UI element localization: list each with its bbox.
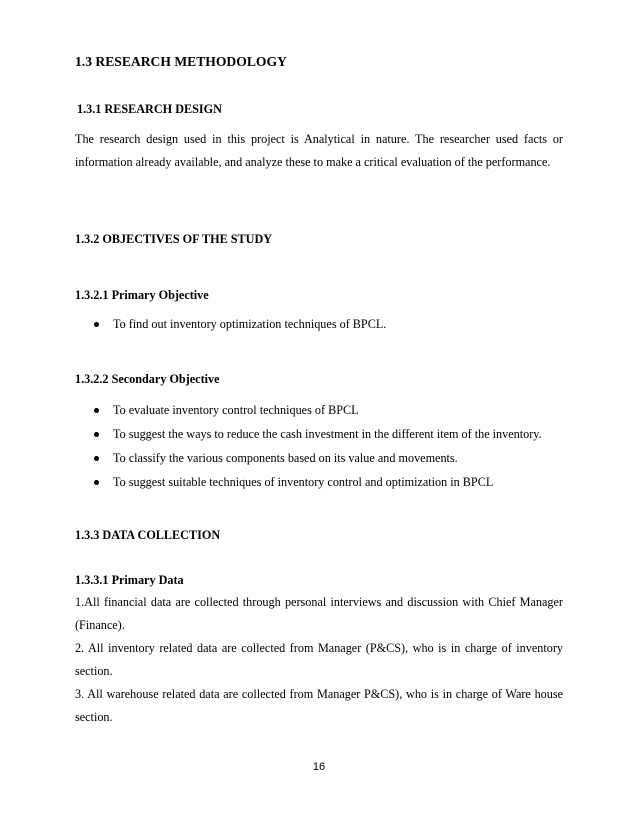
primary-data-paragraph-1: 1.All financial data are collected through personal interviews and discussion with Chief Manager (Finance). (75, 595, 563, 632)
data-collection-heading: 1.3.3 DATA COLLECTION (75, 528, 221, 542)
list-item-text: To suggest the ways to reduce the cash investment in the different item of the inventory. (113, 427, 542, 441)
page-number: 16 (312, 761, 326, 773)
bullet-icon (94, 480, 99, 485)
list-item-text: To suggest suitable techniques of inventory control and optimization in BPCL (113, 475, 494, 489)
secondary-objective-heading: 1.3.2.2 Secondary Objective (75, 372, 220, 386)
primary-data-heading: 1.3.3.1 Primary Data (75, 573, 184, 587)
bullet-icon (94, 408, 99, 413)
list-item (75, 470, 563, 494)
list-item (75, 398, 563, 422)
list-item-text: To evaluate inventory control techniques of BPCL (113, 403, 359, 417)
research-design-heading: 1.3.1 RESEARCH DESIGN (77, 102, 222, 116)
section-title: 1.3 RESEARCH METHODOLOGY (75, 54, 287, 69)
list-item (75, 422, 563, 446)
list-item-text: To classify the various components based on its value and movements. (113, 451, 458, 465)
list-item-text: To find out inventory optimization techniques of BPCL. (113, 317, 387, 331)
list-item (75, 446, 563, 470)
primary-data-paragraphs (75, 591, 563, 729)
primary-data-paragraph-3: 3. All warehouse related data are collected from Manager P&CS), who is in charge of Ware house section. (75, 687, 563, 724)
list-item (75, 312, 563, 336)
bullet-icon (94, 322, 99, 327)
secondary-objective-list (75, 398, 563, 494)
primary-objective-heading: 1.3.2.1 Primary Objective (75, 288, 209, 302)
primary-objective-list (75, 312, 563, 336)
objectives-heading: 1.3.2 OBJECTIVES OF THE STUDY (75, 232, 273, 246)
research-design-paragraph: The research design used in this project is Analytical in nature. The researcher used facts or information already available, and analyze these to make a critical evaluation of the performance. (75, 132, 563, 169)
bullet-icon (94, 456, 99, 461)
bullet-icon (94, 432, 99, 437)
primary-data-paragraph-2: 2. All inventory related data are collected from Manager (P&CS), who is in charge of inventory section. (75, 641, 563, 678)
